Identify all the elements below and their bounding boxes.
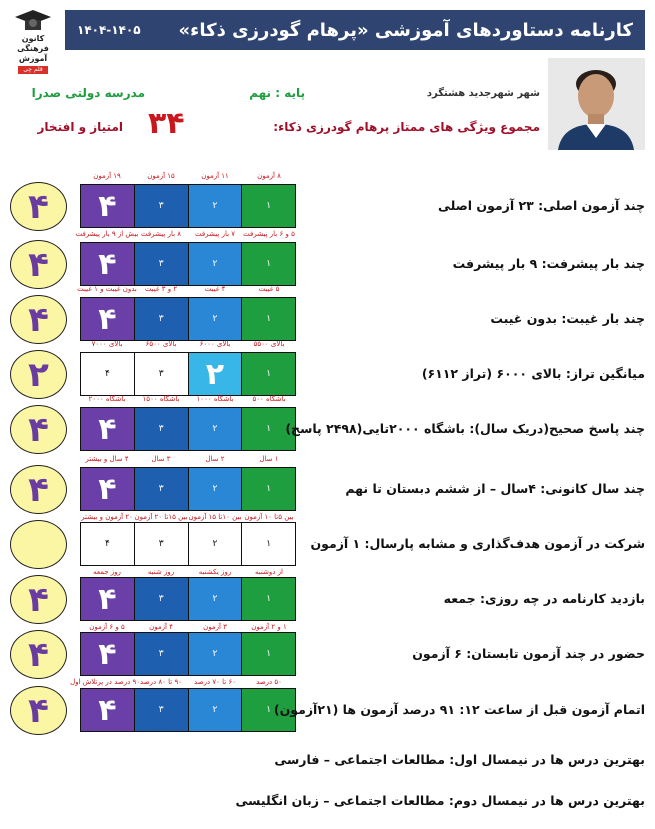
level-label: بالای ۷۰۰۰ (91, 340, 123, 348)
level-sublabel: ۲۰ آزمون و بیشتر (81, 513, 133, 521)
level-grid (80, 632, 296, 676)
logo-line1: کانون (21, 34, 45, 43)
level-sublabel: ۵ و ۶ آزمون (89, 623, 125, 631)
level-label: ۷ بار پیشرفت (194, 230, 236, 238)
level-sublabel: ۶۰ تا ۷۰ درصد (194, 678, 236, 686)
level-label: ۱ سال (259, 455, 279, 463)
achievement-question: شرکت در آزمون هدف‌گذاری و مشابه پارسال: ۱ آزمون (310, 536, 645, 551)
level-sublabel: ۹۰ درصد در پرتلاش اول (70, 678, 140, 686)
level-sublabel: از دوشنبه (255, 568, 283, 576)
score-circle: ۴ (10, 575, 67, 624)
level-cell-4: ۴ (81, 468, 134, 510)
level-grid (80, 297, 296, 341)
level-label: ۲ و ۳ غیبت (144, 285, 178, 293)
kanoon-logo (6, 8, 60, 76)
level-sublabel: ۹۰ تا ۸۰ درصد (140, 678, 182, 686)
level-cell-4: ۴ (81, 298, 134, 340)
student-portrait-icon (548, 58, 645, 150)
score-circle (10, 520, 67, 569)
level-label: ۱۱ آزمون (201, 172, 229, 180)
level-sublabel: روز جمعه (93, 568, 121, 576)
score-circle: ۴ (10, 686, 67, 735)
achievement-question: بازدید کارنامه در چه روزی: جمعه (443, 591, 645, 606)
level-grid (80, 577, 296, 621)
level-sublabel: بین ۵تا ۱۰ آزمون (244, 513, 294, 521)
level-sublabel: بین ۱۵تا ۲۰ آزمون (134, 513, 188, 521)
level-grid (80, 467, 296, 511)
level-sublabel: ۳ آزمون (203, 623, 227, 631)
best-subjects-first-semester: بهترین درس ها در نیمسال اول: مطالعات اجتماعی – فارسی (274, 752, 645, 767)
graduation-cap-icon (15, 10, 51, 32)
level-cell-1: ۱ (241, 353, 295, 395)
level-label: باشگاه ۱۵۰۰ (142, 395, 180, 403)
academic-years: ۱۴۰۴-۱۴۰۵ (77, 23, 141, 37)
level-cell-1: ۱ (241, 408, 295, 450)
best-subjects-second-semester: بهترین درس ها در نیمسال دوم: مطالعات اجتماعی – زبان انگلیسی (235, 793, 645, 808)
level-cell-1: ۱ (241, 243, 295, 285)
level-label: ۱۵ آزمون (147, 172, 175, 180)
level-grid (80, 522, 296, 566)
level-cell-2: ۲ (188, 633, 242, 675)
level-label: ۴ غیبت (204, 285, 226, 293)
student-city: شهر شهرجدید هشتگرد (426, 88, 540, 99)
score-circle: ۴ (10, 182, 67, 231)
level-cell-3: ۳ (134, 523, 188, 565)
level-cell-3: ۳ (134, 243, 188, 285)
level-cell-3: ۳ (134, 298, 188, 340)
score-circle: ۴ (10, 405, 67, 454)
student-grade: پایه : نهم (249, 86, 305, 100)
level-cell-1: ۱ (241, 298, 295, 340)
level-sublabel: ۵۰ درصد (256, 678, 282, 686)
achievement-question: اتمام آزمون قبل از ساعت ۱۲: ۹۱ درصد آزمون ها (۲۱آزمون) (273, 702, 645, 717)
level-label: بدون غیبت و ۱ غیبت (77, 285, 137, 293)
level-cell-2: ۲ (188, 408, 242, 450)
logo-tag: قلم چی (18, 66, 48, 74)
level-cell-3: ۳ (134, 185, 188, 227)
level-cell-3: ۳ (134, 408, 188, 450)
level-cell-1: ۱ (241, 689, 295, 731)
total-label: مجموع ویژگی های ممتاز پرهام گودرزی ذکاء: (273, 120, 540, 134)
level-grid (80, 352, 296, 396)
level-cell-3: ۳ (134, 633, 188, 675)
level-sublabel: ۴ آزمون (149, 623, 173, 631)
level-sublabel: بین ۱۰تا ۱۵ آزمون (188, 513, 242, 521)
student-school: مدرسه دولتی صدرا (31, 86, 145, 100)
level-cell-4: ۴ (81, 633, 134, 675)
level-cell-3: ۳ (134, 578, 188, 620)
score-circle: ۴ (10, 295, 67, 344)
achievement-question: چند آزمون اصلی: ۲۳ آزمون اصلی (437, 198, 645, 213)
logo-line3: آموزش (18, 54, 48, 63)
score-circle: ۴ (10, 630, 67, 679)
level-label: ۵ و ۶ بار پیشرفت (243, 230, 295, 238)
level-cell-2: ۲ (188, 578, 242, 620)
level-label: ۲ سال (205, 455, 225, 463)
level-cell-2: ۲ (188, 243, 242, 285)
level-label: بالای ۶۵۰۰ (145, 340, 177, 348)
achievement-question: چند سال کانونی: ۴سال – از ششم دبستان تا نهم (345, 481, 645, 496)
level-cell-1: ۱ (241, 185, 295, 227)
level-cell-3: ۳ (134, 689, 188, 731)
level-label: ۱۹ آزمون (93, 172, 121, 180)
level-label: بالای ۶۰۰۰ (199, 340, 231, 348)
level-cell-1: ۱ (241, 468, 295, 510)
level-cell-4: ۴ (81, 243, 134, 285)
level-cell-2: ۲ (188, 689, 242, 731)
level-cell-1: ۱ (241, 633, 295, 675)
level-cell-4: ۴ (81, 353, 134, 395)
level-label: ۵ غیبت (258, 285, 280, 293)
score-circle: ۴ (10, 240, 67, 289)
achievement-question: حضور در چند آزمون تابستان: ۶ آزمون (412, 646, 645, 661)
level-grid (80, 407, 296, 451)
level-label: ۸ بار پیشرفت (140, 230, 182, 238)
level-cell-1: ۱ (241, 523, 295, 565)
level-grid (80, 184, 296, 228)
level-cell-2: ۲ (188, 523, 242, 565)
level-cell-4: ۴ (81, 523, 134, 565)
achievement-question: چند بار پیشرفت: ۹ بار پیشرفت (452, 256, 645, 271)
level-cell-2: ۲ (188, 185, 242, 227)
achievement-question: میانگین تراز: بالای ۶۰۰۰ (تراز ۶۱۱۲) (421, 366, 645, 381)
score-circle: ۲ (10, 350, 67, 399)
total-value: ۳۴ (148, 106, 185, 141)
level-cell-2: ۲ (188, 298, 242, 340)
level-label: باشگاه ۵۰۰ (252, 395, 286, 403)
level-cell-3: ۳ (134, 468, 188, 510)
student-photo (548, 58, 645, 150)
level-cell-2: ۲ (188, 468, 242, 510)
level-label: بالای ۵۵۰۰ (253, 340, 285, 348)
level-cell-4: ۴ (81, 185, 134, 227)
level-cell-1: ۱ (241, 578, 295, 620)
logo-line2: فرهنگی (17, 44, 49, 53)
level-cell-3: ۳ (134, 353, 188, 395)
level-cell-4: ۴ (81, 578, 134, 620)
level-grid (80, 688, 296, 732)
level-label: ۸ آزمون (257, 172, 281, 180)
level-label: ۴ سال و بیشتر (85, 455, 129, 463)
level-cell-4: ۴ (81, 689, 134, 731)
report-title: کارنامه دستاوردهای آموزشی «پرهام گودرزی ذکاء» (178, 19, 633, 41)
level-grid (80, 242, 296, 286)
level-label: باشگاه ۱۰۰۰ (196, 395, 234, 403)
achievement-question: چند پاسخ صحیح(دریک سال): باشگاه ۲۰۰۰تایی(۲۴۹۸ پاسخ) (285, 421, 645, 436)
level-label: بیش از ۹ بار پیشرفت (75, 230, 139, 238)
level-sublabel: روز شنبه (147, 568, 175, 576)
level-sublabel: ۱ و ۲ آزمون (251, 623, 287, 631)
report-header (65, 10, 645, 50)
level-label: باشگاه ۲۰۰۰ (88, 395, 126, 403)
level-cell-2: ۲ (188, 353, 242, 395)
total-suffix: امتیاز و افتخار (37, 120, 123, 134)
achievement-question: چند بار غیبت: بدون غیبت (490, 311, 645, 326)
score-circle: ۴ (10, 465, 67, 514)
level-label: ۳ سال (151, 455, 171, 463)
level-cell-4: ۴ (81, 408, 134, 450)
level-sublabel: روز یکشنبه (198, 568, 232, 576)
